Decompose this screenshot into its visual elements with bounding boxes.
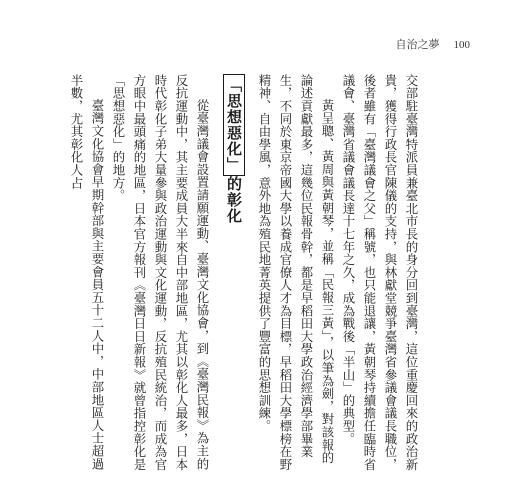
book-title: 自治之夢 [395,38,440,51]
section-heading-rest: 的彰化 [225,176,243,224]
running-header [0,36,470,52]
paragraph: 黃呈聰、黃周與黃朝琴，並稱「民報三黃」，以筆為劍，對該報的論述貢獻最多，這幾位民報骨幹，都是早稻田大學政治經濟學部畢業生，不同於東京帝國大學以養成官僚人才為目標，早稻田大學標榜在野精神、自由學風，意外地為殖民地菁英提供了豐富的思想訓練。 [257,74,335,471]
paragraph: 交部駐臺灣特派員兼臺北市長的身分回到臺灣，這位重慶回來的政治新貴，獲得行政長官陳儀的支持，與林獻堂競爭臺灣省參議會議長職位，後者雖有「臺灣議會之父」稱號，也只能退讓，黃朝琴持續擔任臨時省議會、臺灣省議會議長達十七年之久，成為戰後「半山」的典型。 [341,74,419,471]
paragraph: 臺灣文化協會早期幹部與主要會員五十二人中，中部地區人士超過半數，尤其彰化人占 [69,74,105,470]
page-number: 100 [453,39,470,51]
paragraph: 從臺灣議會設置請願運動、臺灣文化協會，到《臺灣民報》為主的反抗運動中，其主要成員大半來自中部地區，尤其以彰化人最多，日本時代彰化子弟大量參與政治運動與文化運動，反抗殖民統治，而成為官方眼中最頭痛的地區，日本官方報刊《臺灣日日新報》就曾指控彰化是「思想惡化」的地方。 [111,74,210,471]
section-heading-boxed-term: 「思想惡化」 [223,74,245,176]
body-text [69,74,422,472]
section-heading [223,74,244,472]
